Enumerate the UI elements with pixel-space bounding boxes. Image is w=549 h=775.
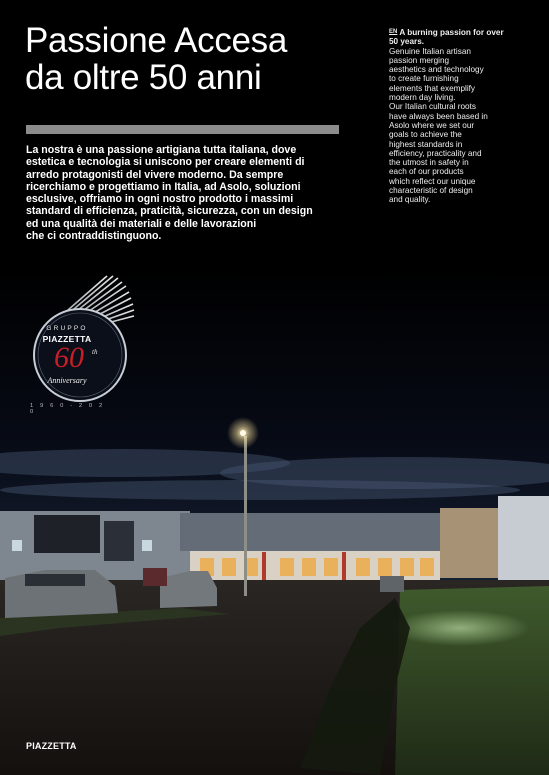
english-heading	[389, 28, 514, 47]
footer-brand: PIAZZETTA	[26, 741, 77, 751]
english-heading-text: A burning passion for over 50 years.	[389, 28, 504, 47]
en-language-tag: EN	[389, 29, 398, 35]
logo-th-suffix: th	[92, 348, 98, 356]
english-paragraph: Genuine Italian artisan passion merging aesthetics and technology to create furnishing elements that exemplify modern day living. Our Italian cultural roots have always been based in Asolo where we set our goals to achieve the highest standards in efficiency, practicality and the utmost in safety in each of our products which reflect our unique characteristic of design and quality.	[389, 46, 488, 205]
english-column	[389, 28, 514, 205]
title-line-2: da oltre 50 anni	[25, 58, 262, 97]
logo-years-text: 1 9 6 0 - 2 0 2 0	[30, 403, 105, 415]
italian-intro-paragraph: La nostra è una passione artigiana tutta italiana, dove estetica e tecnologia si uniscono per creare elementi di arredo protagonisti del vivere moderno. Da sempre ricerchiamo e progettiamo in Italia, ad Asolo, soluzioni esclusive, offriamo in ogni nostro prodotto i massimi standard di efficienza, praticità, sicurezza, con un design ed una qualità dei materiali e delle lavorazioni che ci contraddistinguono.	[26, 144, 313, 243]
logo-gruppo-text: GRUPPO	[46, 325, 88, 332]
page-title	[25, 22, 355, 96]
logo-brand-text: PIAZZETTA	[42, 334, 92, 344]
title-line-1: Passione Accesa	[25, 21, 288, 60]
logo-60-number: 60	[54, 341, 84, 374]
gray-divider	[26, 125, 339, 134]
logo-anniversary-text: Anniversary	[47, 376, 87, 385]
